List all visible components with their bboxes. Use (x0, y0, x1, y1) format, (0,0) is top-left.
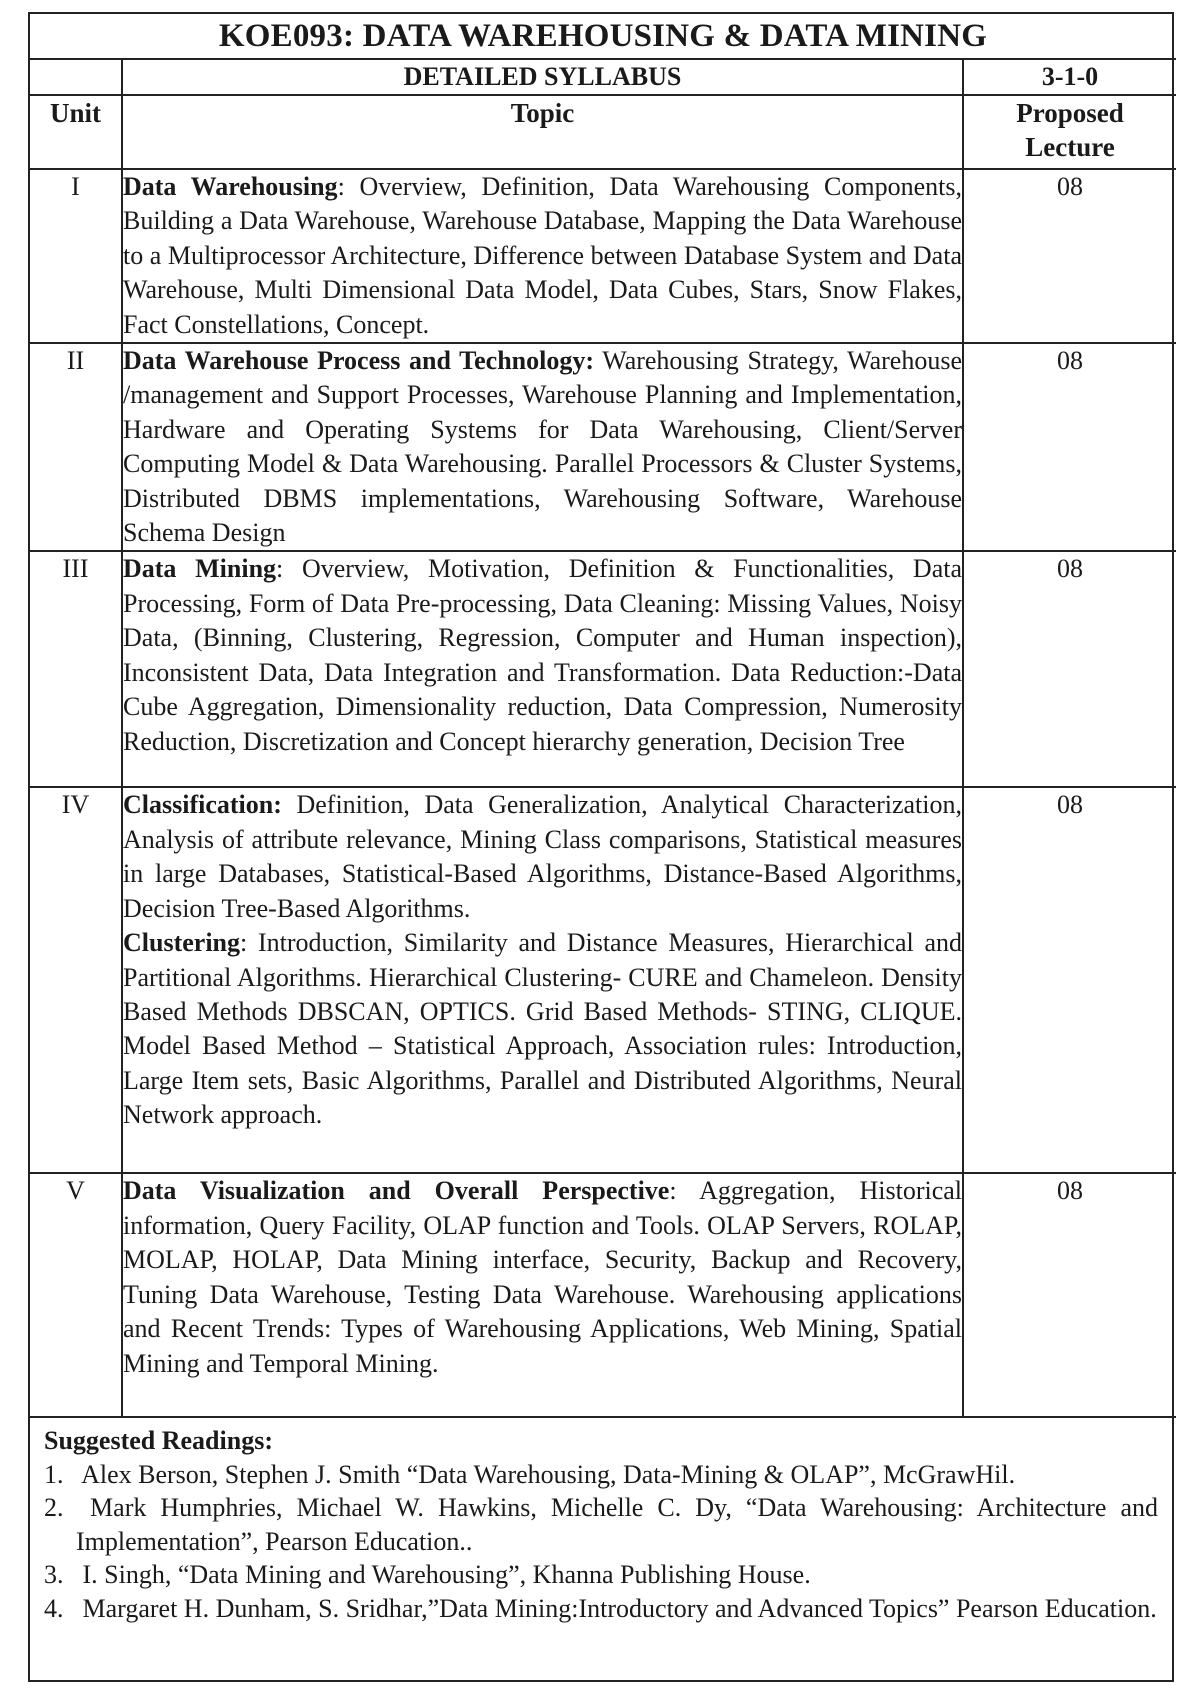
lecture-count: 08 (963, 1173, 1176, 1417)
unit-number: V (30, 1173, 122, 1417)
lecture-header-line2: Lecture (1025, 132, 1115, 162)
lecture-count: 08 (963, 343, 1176, 551)
unit-row (30, 343, 1176, 551)
reading-number: 1. (44, 1459, 64, 1489)
topic-heading: Data Visualization and Overall Perspective (123, 1176, 670, 1206)
detailed-syllabus-label: DETAILED SYLLABUS (122, 59, 963, 95)
lecture-count: 08 (963, 787, 1176, 1173)
lecture-column-header (963, 95, 1176, 169)
topic-text: Definition, Data Generalization, Analytical Characterization, Analysis of attribute relevance, Mining Class comparisons, Statistical measures in large Databases, Statistical-Based Algorithms, Distance-Based Algorithms, Decision Tree-Based Algorithms. (123, 790, 962, 923)
reading-text: Margaret H. Dunham, S. Sridhar,”Data Mining:Introductory and Advanced Topics” Pearson Education. (82, 1593, 1157, 1623)
reading-number: 4. (44, 1593, 64, 1623)
credits-label: 3-1-0 (963, 59, 1176, 95)
syllabus-table (30, 14, 1176, 1418)
topic-heading: Classification: (123, 790, 282, 820)
readings-list (44, 1458, 1158, 1626)
topic-paragraph (123, 926, 962, 1132)
reading-text: I. Singh, “Data Mining and Warehousing”, Khanna Publishing House. (82, 1560, 811, 1590)
topic-paragraph (123, 552, 962, 758)
topic-paragraph (123, 344, 962, 550)
unit-row (30, 787, 1176, 1173)
topic-text: : Overview, Definition, Data Warehousing Components, Building a Data Warehouse, Warehouse Database, Mapping the Data Warehouse to a Multiprocessor Architecture, Difference between Database System and Data Warehouse, Multi Dimensional Data Model, Data Cubes, Stars, Snow Flakes, Fact Constellations, Concept. (123, 172, 963, 339)
topic-column-header: Topic (122, 95, 963, 169)
topic-text: Warehousing Strategy, Warehouse /management and Support Processes, Warehouse Planning and Implementation, Hardware and Operating Systems for Data Warehousing, Client/Server Computing Model & Data Warehousing. Parallel Processors & Cluster Systems, Distributed DBMS implementations, Warehousing Software, Warehouse Schema Design (123, 346, 962, 548)
lecture-count: 08 (963, 551, 1176, 787)
reading-item (44, 1458, 1158, 1492)
unit-number: II (30, 343, 122, 551)
topic-text: : Introduction, Similarity and Distance Measures, Hierarchical and Partitional Algorithms. Hierarchical Clustering- CURE and Chameleon. Density Based Methods DBSCAN, OPTICS. Grid Based Methods- STING, CLIQUE. Model Based Method – Statistical Approach, Association rules: Introduction, Large Item sets, Basic Algorithms, Parallel and Distributed Algorithms, Neural Network approach. (123, 928, 962, 1130)
topic-heading: Data Warehouse Process and Technology: (123, 346, 595, 376)
unit-topics (122, 1173, 963, 1417)
topic-heading: Data Warehousing (123, 172, 338, 201)
unit-topics (122, 343, 963, 551)
lecture-count: 08 (963, 169, 1176, 343)
topic-heading: Clustering (123, 928, 240, 958)
reading-item (44, 1558, 1158, 1592)
unit-topics (122, 169, 963, 343)
unit-number: IV (30, 787, 122, 1173)
unit-topics (122, 787, 963, 1173)
unit-row (30, 1173, 1176, 1417)
reading-item (44, 1491, 1158, 1558)
unit-number: III (30, 551, 122, 787)
readings-title: Suggested Readings: (44, 1426, 273, 1456)
reading-number: 3. (44, 1560, 64, 1590)
syllabus-page (28, 12, 1174, 1682)
reading-text: Alex Berson, Stephen J. Smith “Data Warehousing, Data-Mining & OLAP”, McGrawHil. (81, 1459, 1016, 1489)
course-title: KOE093: DATA WAREHOUSING & DATA MINING (30, 14, 1176, 59)
unit-row (30, 551, 1176, 787)
reading-item (44, 1592, 1158, 1626)
unit-column-header: Unit (30, 95, 122, 169)
blank-cell (30, 59, 122, 95)
topic-paragraph (123, 170, 962, 342)
topic-text: : Overview, Motivation, Definition & Functionalities, Data Processing, Form of Data Pre-processing, Data Cleaning: Missing Values, Noisy Data, (Binning, Clustering, Regression, Computer and Human inspection), Inconsistent Data, Data Integration and Transformation. Data Reduction:-Data Cube Aggregation, Dimensionality reduction, Data Compression, Numerosity Reduction, Discretization and Concept hierarchy generation, Decision Tree (123, 554, 963, 756)
lecture-header-line1: Proposed (1016, 98, 1124, 128)
topic-paragraph (123, 788, 962, 926)
reading-text: Mark Humphries, Michael W. Hawkins, Michelle C. Dy, “Data Warehousing: Architecture and Implementation”, Pearson Education.. (76, 1493, 1158, 1556)
unit-number: I (30, 169, 122, 343)
suggested-readings (30, 1418, 1172, 1625)
unit-row (30, 169, 1176, 343)
topic-text: : Aggregation, Historical information, Query Facility, OLAP function and Tools. OLAP Servers, ROLAP, MOLAP, HOLAP, Data Mining interface, Security, Backup and Recovery, Tuning Data Warehouse, Testing Data Warehouse. Warehousing applications and Recent Trends: Types of Warehousing Applications, Web Mining, Spatial Mining and Temporal Mining. (123, 1176, 963, 1378)
reading-number: 2. (44, 1493, 64, 1523)
topic-heading: Data Mining (123, 554, 277, 584)
topic-paragraph (123, 1174, 962, 1380)
unit-topics (122, 551, 963, 787)
